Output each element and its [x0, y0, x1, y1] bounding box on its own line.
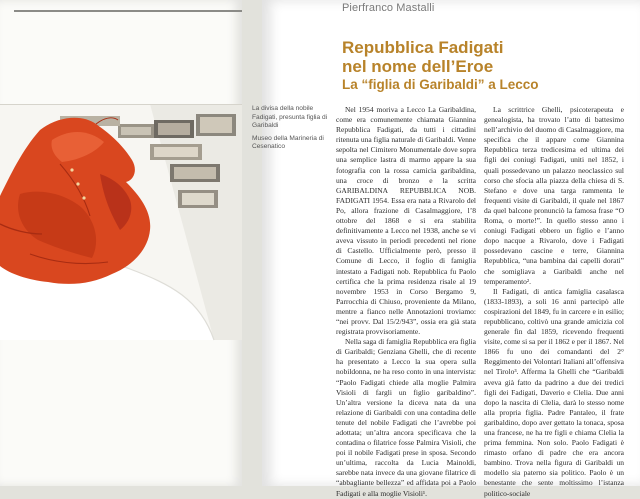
article-subtitle: La “figlia di Garibaldi” a Lecco	[342, 77, 539, 92]
garibaldi-uniform-photo	[0, 104, 242, 340]
paragraph: Nel 1954 moriva a Lecco La Garibaldina, come era comunemente chiamata Giannina Repubblica Fadigati, da tutti i cittadini ritenuta una figlia naturale di Garibaldi. Venne sepolta nel Cimitero Monumentale dove sopra una semplice lastra di marmo appare la sua fotografia con la rossa camicia garibaldina, una croce di bronzo e la scritta GARIBALDINA REPUBBLICA NOB. FADIGATI 1954. Essa era nata a Rivarolo del Po, allora frazione di Casalmaggiore, l’8 ottobre del 1868 e si era stabilita definitivamente a Lecco nel 1938, anche se vi aveva vissuto in periodi precedenti nel rione di Castello. Ufficialmente però, presso il Comune di Lecco, il foglio di famiglia intestato a Fadigati nob. Repubblica fu Paolo certifica che la prima residenza risale al 19 novembre 1953 in Corso Bergamo 9, Parrocchia di Chiuso, proveniente da Milano, mentre a fianco nelle Annotazioni troviamo: “nei provv. Dal 15/2/943”, ossia era già stata registrata provvisoriamente.	[336, 105, 476, 337]
photo-caption	[252, 105, 334, 156]
paragraph: La scrittrice Ghelli, psicoterapeuta e genealogista, ha trovato l’atto di battesimo nell’archivio del duomo di Casalmaggiore, ma specifica che il appare come Giannina Repubblica terza tredicesima ed ultima dei figli dei coniugi Fadigati, uniti nel 1852, i quali possedevano un palazzo neoclassico sul corso che sfocia alla piazza della chiesa di S. Stefano e dove una targa rammenta le frequenti visite di Garibaldi, il quale nel 1867 da quel balcone pronunciò la famosa frase “O Roma, o morte!”. In quello stesso anno i coniugi Fadigati ebbero un figlio e l’anno dopo nacque a Rivarolo, dove i Fadigati possedevano cascine e terre, Giannina Repubblica, “una bambina dai capelli dorati” che somigliava a Garibaldi anche nel temperamento².	[484, 105, 624, 286]
article-column-2	[484, 105, 624, 498]
author-name: Pierfranco Mastalli	[342, 2, 435, 14]
caption-source: Museo della Marineria di Cesenatico	[252, 134, 324, 151]
article-title-line-2: nel nome dell’Eroe	[342, 57, 494, 76]
paragraph: Nella saga di famiglia Repubblica era figlia di Garibaldi; Genziana Ghelli, che di recente ha presentato a Lecco la sua opera sulla nobildonna, ne ha reso conto in una intervista: “Paolo Fadigati chiede alla moglie Palmira Visioli di fargli un figlio garibaldino”. Un’altra versione la diceva nata da una relazione di Garibaldi con una contadina delle tenute del nobile Fadigati che l’avrebbe poi adottata; un’altra ancora specificava che la contadina o filatrice fosse Palmira Visioli, che poi il nobile Fadigati prese in sposa. Secondo un’ultima, raccolta da Lucia Mainoldi, sarebbe nata invece da una giovane filatrice di “abbagliante bellezza” ed affidata poi a Paolo Fadigati e alla moglie Visioli¹.	[336, 337, 476, 498]
left-page-rule	[14, 10, 242, 12]
caption-description: La divisa della nobile Fadigati, presunta figlia di Garibaldi	[252, 105, 328, 130]
article-title-line-1: Repubblica Fadigati	[342, 38, 504, 57]
article-title	[342, 38, 504, 76]
paragraph: Il Fadigati, di antica famiglia casalasca (1833-1893), a soli 16 anni partecipò alle cospirazioni del 1849, fu in carcere e in esilio; repubblicano, coltivò una grande amicizia col generale fin dal 1859, ricevendo frequenti visite, come si sa per il 1862 e per il 1867. Nel 1866 fu uno dei comandanti del 2° Reggimento dei Volontari Italiani all’offensiva nel Tirolo³. Afferma la Ghelli che “Garibaldi aveva già fatto da padrino a due dei tredici figli dei Fadigati, Daverio e Clelia. Due anni dopo la nascita di Clelia, darà lo stesso nome alla propria figlia. Padre Pantaleo, il frate garibaldino, dopo aver gettato la tonaca, sposa una francese, ne ha tre figli e chiama Clelia la prima femmina. Non solo. Paolo Fadigati è rimasto orfano di padre che era ancora bambino. Trova nella figura di Garibaldi un modello sia paterno sia politico. Paolo è un benestante che sente moltissimo l’istanza politico-sociale	[484, 286, 624, 498]
article-column-1	[336, 105, 476, 498]
